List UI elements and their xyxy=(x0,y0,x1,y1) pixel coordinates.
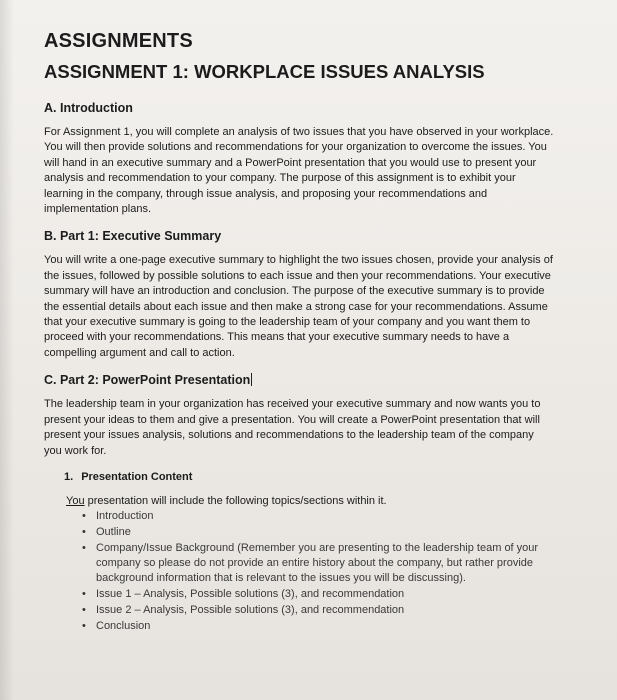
section-c-heading xyxy=(44,373,554,387)
list-item xyxy=(82,619,554,634)
presentation-intro xyxy=(66,495,554,507)
topic-text: Outline xyxy=(96,525,131,538)
topic-text: Introduction xyxy=(96,509,154,522)
bullet-icon: • xyxy=(82,509,86,522)
presentation-content-title: Presentation Content xyxy=(81,470,193,483)
page-edge-shadow xyxy=(0,0,14,700)
section-b-paragraph: You will write a one-page executive summary to highlight the two issues chosen, provide your analysis of the issues, followed by possible solutions to each issue and then your recommendations. Your executive summary will have an introduction and conclusion. The purpose of the executive summary is to provide the essential details about each issue and then make a strong case for your recommendations. Assume that your executive summary is going to the leadership team of your company and you want them to proceed with your recommendations. This means that your executive summary needs to have a compelling argument and call to action. xyxy=(44,254,553,359)
list-item xyxy=(82,509,554,524)
section-c-paragraph: The leadership team in your organization has received your executive summary and now wants you to present your ideas to them and give a presentation. You will create a PowerPoint presentation that will present your issues analysis, solutions and recommendations to the leadership team of the company you work for. xyxy=(44,398,541,457)
list-item xyxy=(82,525,554,540)
section-a-heading: A. Introduction xyxy=(44,101,133,115)
topic-text: Issue 2 – Analysis, Possible solutions (3), and recommendation xyxy=(96,603,405,616)
bullet-icon: • xyxy=(82,541,86,554)
presentation-content-number: 1. xyxy=(64,470,74,483)
section-b-heading: B. Part 1: Executive Summary xyxy=(44,229,222,244)
list-item xyxy=(82,541,554,586)
section-a-paragraph: For Assignment 1, you will complete an analysis of two issues that you have observed in your workplace. You will then provide solutions and recommendations for your organization to overcome the issues. You will hand in an executive summary and a PowerPoint presentation that you would use to present your analysis and recommendation to your company. The purpose of this assignment is to exhibit your learning in the company, through issue analysis, and proposing your recommendations and implementation plans. xyxy=(44,126,554,216)
page-title: ASSIGNMENTS xyxy=(44,30,193,52)
topics-list xyxy=(44,509,554,634)
topic-text: Conclusion xyxy=(96,619,151,632)
presentation-intro-underlined: You xyxy=(66,494,85,507)
assignment-title: ASSIGNMENT 1: WORKPLACE ISSUES ANALYSIS xyxy=(44,61,485,82)
bullet-icon: • xyxy=(82,525,86,538)
presentation-intro-rest: presentation will include the following topics/sections within it. xyxy=(84,494,387,507)
list-item xyxy=(82,587,554,602)
bullet-icon: • xyxy=(82,587,86,600)
document-content xyxy=(44,30,554,635)
text-cursor xyxy=(251,373,252,386)
bullet-icon: • xyxy=(82,603,86,616)
section-c-heading-text: C. Part 2: PowerPoint Presentation xyxy=(44,373,251,388)
list-item xyxy=(82,603,554,618)
topic-text: Issue 1 – Analysis, Possible solutions (3), and recommendation xyxy=(96,587,405,600)
topic-text: Company/Issue Background (Remember you are presenting to the leadership team of your company so please do not provide an entire history about the company, but rather provide background information that is relevant to the issues you will be discussing). xyxy=(96,541,539,584)
presentation-content-heading xyxy=(64,471,554,483)
bullet-icon: • xyxy=(82,619,86,632)
